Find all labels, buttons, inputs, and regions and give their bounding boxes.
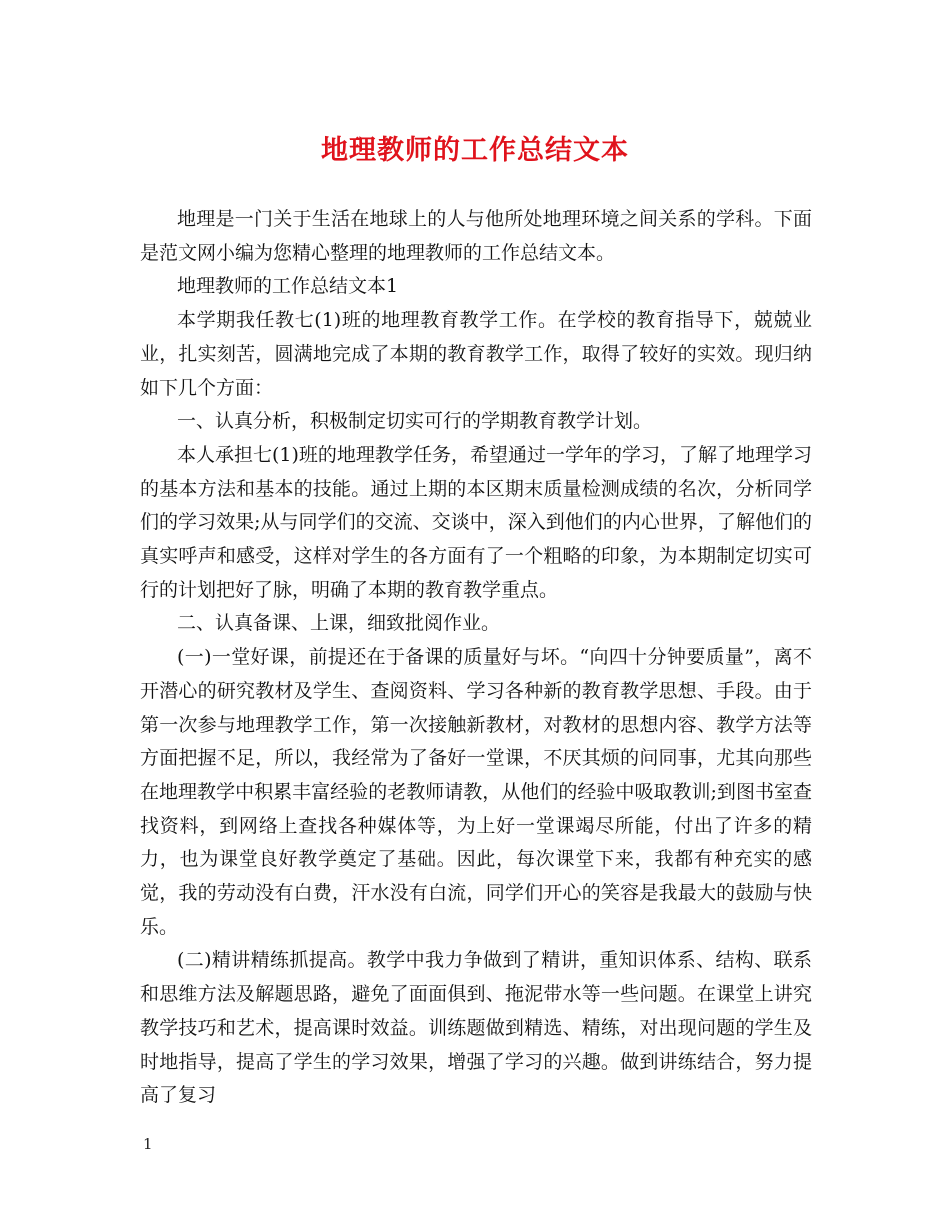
document-title: 地理教师的工作总结文本: [321, 135, 629, 166]
document-body: [140, 203, 812, 1113]
page-number: 1: [143, 1135, 153, 1153]
paragraph-section-two-part-one: (一)一堂好课，前提还在于备课的质量好与坏。“向四十分钟要质量”，离不开潜心的研究教材及学生、查阅资料、学习各种新的教育教学思想、手段。由于第一次参与地理教学工作，第一次接触新教材，对教材的思想内容、教学方法等方面把握不足，所以，我经常为了备好一堂课，不厌其烦的问同事，尤其向那些在地理教学中积累丰富经验的老教师请教，从他们的经验中吸取教训;到图书室查找资料，到网络上查找各种媒体等，为上好一堂课竭尽所能，付出了许多的精力，也为课堂良好教学奠定了基础。因此，每次课堂下来，我都有种充实的感觉，我的劳动没有白费，汗水没有白流，同学们开心的笑容是我最大的鼓励与快乐。: [140, 646, 812, 938]
paragraph-section-one-heading: 一、认真分析，积极制定切实可行的学期教育教学计划。: [177, 410, 653, 433]
paragraph-section-two-part-two: (二)精讲精练抓提高。教学中我力争做到了精讲，重知识体系、结构、联系和思维方法及解题思路，避免了面面俱到、拖泥带水等一些问题。在课堂上讲究教学技巧和艺术，提高课时效益。训练题做到精选、精练，对出现问题的学生及时地指导，提高了学生的学习效果，增强了学习的兴趣。做到讲练结合，努力提高了复习: [140, 949, 812, 1107]
paragraph-overview: 本学期我任教七(1)班的地理教育教学工作。在学校的教育指导下，兢兢业业，扎实刻苦，圆满地完成了本期的教育教学工作，取得了较好的实效。现归纳如下几个方面：: [140, 309, 812, 399]
paragraph-intro: 地理是一门关于生活在地球上的人与他所处地理环境之间关系的学科。下面是范文网小编为您精心整理的地理教师的工作总结文本。: [140, 208, 812, 264]
paragraph-section-one-body: 本人承担七(1)班的地理教学任务，希望通过一学年的学习，了解了地理学习的基本方法和基本的技能。通过上期的本区期末质量检测成绩的名次，分析同学们的学习效果;从与同学们的交流、交谈中，深入到他们的内心世界，了解他们的真实呼声和感受，这样对学生的各方面有了一个粗略的印象，为本期制定切实可行的计划把好了脉，明确了本期的教育教学重点。: [140, 443, 812, 601]
paragraph-subheading: 地理教师的工作总结文本1: [177, 275, 399, 298]
paragraph-section-two-heading: 二、认真备课、上课，细致批阅作业。: [177, 612, 501, 635]
